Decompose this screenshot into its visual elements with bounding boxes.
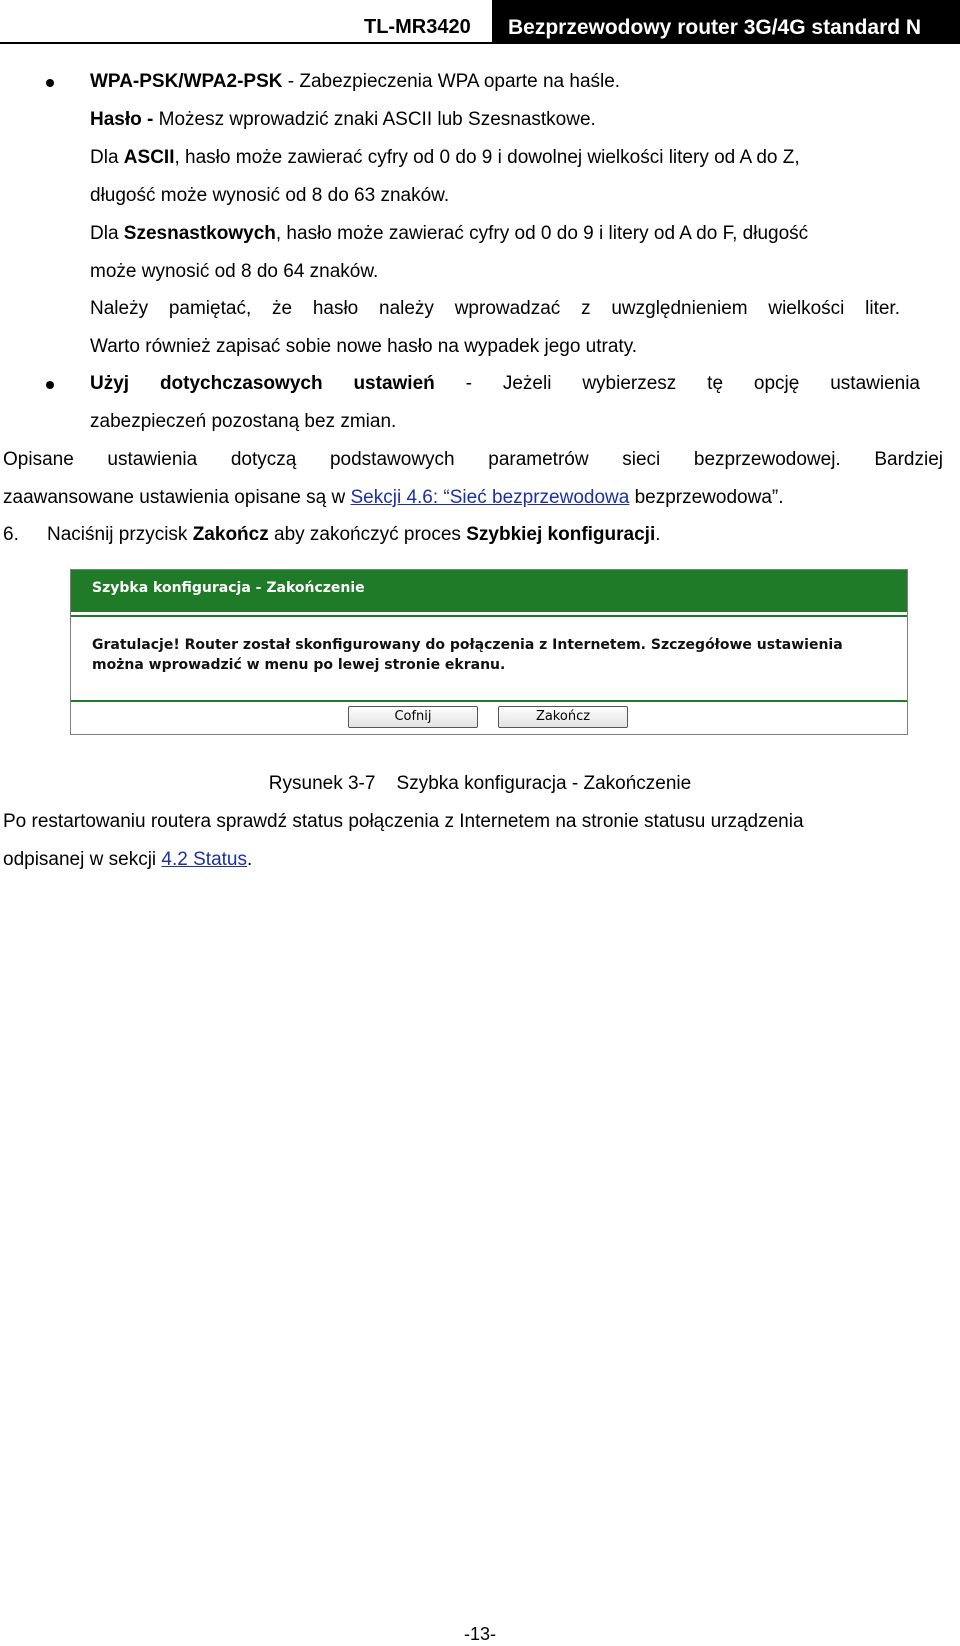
- finish-button[interactable]: Zakończ: [498, 706, 628, 728]
- ascii-line-2: długość może wynosić od 8 do 63 znaków.: [90, 185, 450, 206]
- hex-line: Dla Szesnastkowych, hasło może zawierać cyfry od 0 do 9 i litery od A do F, długość: [90, 223, 809, 244]
- quick-setup-finish-screenshot: [70, 569, 908, 735]
- step-number: 6.: [3, 524, 19, 545]
- title-bar-text: Szybka konfiguracja - Zakończenie: [92, 580, 365, 596]
- figure-caption: Rysunek 3-7 Szybka konfiguracja - Zakończenie: [268, 773, 692, 794]
- header-title: Bezprzewodowy router 3G/4G standard N: [492, 0, 960, 44]
- summary-line: Opisane ustawienia dotyczą podstawowych parametrów sieci bezprzewodowej. Bardziej: [3, 449, 943, 470]
- summary-line-2: zaawansowane ustawienia opisane są w Sekcji 4.6: “Sieć bezprzewodowa bezprzewodowa”.: [3, 487, 784, 508]
- hex-line-2: może wynosić od 8 do 64 znaków.: [90, 261, 379, 282]
- case-note: Należy pamiętać, że hasło należy wprowadzać z uwzględnieniem wielkości liter.: [90, 298, 900, 319]
- bullet-icon: [46, 79, 54, 87]
- page-number: -13-: [463, 1624, 496, 1644]
- save-note: Warto również zapisać sobie nowe hasło na wypadek jego utraty.: [90, 336, 638, 357]
- ascii-line: Dla ASCII, hasło może zawierać cyfry od 0 do 9 i dowolnej wielkości litery od A do Z,: [90, 147, 800, 168]
- divider: [71, 700, 907, 702]
- closing-line: Po restartowaniu routera sprawdź status połączenia z Internetem na stronie statusu urządzenia: [3, 811, 804, 832]
- password-line: Hasło - Możesz wprowadzić znaki ASCII lub Szesnastkowe.: [90, 109, 596, 130]
- previous-settings-line: Użyj dotychczasowych ustawień - Jeżeli wybierzesz tę opcję ustawienia: [90, 373, 920, 394]
- step-6-text: Naciśnij przycisk Zakończ aby zakończyć proces Szybkiej konfiguracji.: [47, 524, 661, 545]
- wpa-heading: WPA-PSK/WPA2-PSK - Zabezpieczenia WPA oparte na haśle.: [90, 71, 621, 92]
- divider: [71, 615, 907, 617]
- title-bar: [71, 570, 907, 612]
- back-button[interactable]: Cofnij: [348, 706, 478, 728]
- header-divider: [0, 42, 960, 44]
- congratulations-message: Gratulacje! Router został skonfigurowany do połączenia z Internetem. Szczegółowe ustawienia można wprowadzić w menu po lewej stronie ekranu.: [92, 637, 843, 673]
- closing-line-2: odpisanej w sekcji 4.2 Status.: [3, 849, 253, 870]
- previous-settings-line-2: zabezpieczeń pozostaną bez zmian.: [90, 411, 397, 432]
- section-4-6-link[interactable]: Sekcji 4.6: “Sieć bezprzewodowa: [350, 487, 630, 508]
- header-model: TL-MR3420: [364, 16, 471, 38]
- section-4-2-link[interactable]: 4.2 Status: [161, 849, 247, 870]
- bullet-icon: [46, 381, 54, 389]
